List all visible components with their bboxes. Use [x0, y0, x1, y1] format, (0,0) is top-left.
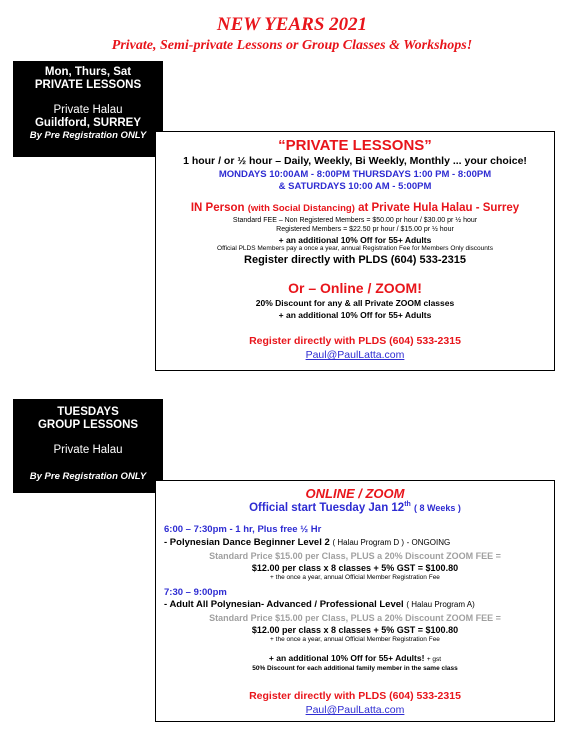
private-heading: “PRIVATE LESSONS” [278, 137, 432, 154]
class-1-name: - Polynesian Dance Beginner Level 2 [164, 537, 330, 548]
family-discount: 50% Discount for each additional family member in the same class [252, 665, 458, 672]
start-date-suffix: th [404, 501, 411, 508]
group-registration-note: By Pre Registration ONLY [29, 471, 147, 482]
group-lessons-panel [155, 480, 555, 722]
private-lessons-box [13, 61, 163, 157]
email-link[interactable]: Paul@PaulLatta.com [305, 349, 405, 361]
class-2-price-calc: $12.00 per class x 8 classes + 5% GST = $100.80 [251, 625, 459, 635]
class-2-standard-price: Standard Price $15.00 per Class, PLUS a 20% Discount ZOOM FEE = [209, 613, 501, 623]
class-time-2: 7:30 – 9:00pm [164, 587, 227, 598]
class-2-fee-note: + the once a year, annual Official Member Registration Fee [270, 636, 440, 643]
zoom-senior-discount: + an additional 10% Off for 55+ Adults [278, 310, 432, 320]
week-count: ( 8 Weeks ) [414, 502, 461, 513]
group-location: Private Halau [53, 444, 123, 456]
group-lessons-label: GROUP LESSONS [37, 419, 139, 431]
page-title: NEW YEARS 2021 [216, 14, 368, 35]
start-date-text: Official start Tuesday Jan 12 [249, 501, 405, 514]
private-options: 1 hour / or ½ hour – Daily, Weekly, Bi Weekly, Monthly ... your choice! [183, 155, 527, 167]
class-time-1: 6:00 – 7:30pm - 1 hr, Plus free ½ Hr [164, 524, 322, 535]
registration-fee-note: Official PLDS Members pay a once a year, annual Registration Fee for Members Only discounts [217, 245, 493, 252]
page-subtitle: Private, Semi-private Lessons or Group Classes & Workshops! [111, 38, 473, 53]
class-1-status: - ONGOING [406, 538, 451, 547]
start-date [156, 501, 554, 514]
group-senior-discount [156, 653, 554, 663]
zoom-discount: 20% Discount for any & all Private ZOOM classes [255, 298, 455, 308]
private-days: Mon, Thurs, Sat [44, 66, 132, 78]
class-1-price-calc: $12.00 per class x 8 classes + 5% GST = $100.80 [251, 563, 459, 573]
gst-note: + gst [426, 656, 442, 663]
group-day: TUESDAYS [57, 406, 119, 418]
register-phone-1: Register directly with PLDS (604) 533-2315 [244, 254, 466, 266]
online-zoom-title: ONLINE / ZOOM [305, 486, 405, 501]
standard-fee: Standard FEE – Non Registered Members = $50.00 pr hour / $30.00 pr ½ hour [232, 217, 478, 224]
private-schedule-1: MONDAYS 10:00AM - 8:00PM THURSDAYS 1:00 PM - 8:00PM [218, 169, 492, 180]
senior-discount: + an additional 10% Off for 55+ Adults [278, 235, 432, 245]
in-person-location: at Private Hula Halau - Surrey [358, 202, 520, 214]
private-lessons-panel [155, 131, 555, 371]
group-register-phone: Register directly with PLDS (604) 533-2315 [249, 690, 461, 702]
class-2-name: - Adult All Polynesian- Advanced / Professional Level [164, 599, 404, 610]
in-person-label: IN Person [190, 202, 245, 214]
register-phone-2: Register directly with PLDS (604) 533-2315 [249, 335, 461, 347]
private-city: Guildford, SURREY [34, 117, 142, 129]
class-1-program: ( Halau Program D ) [332, 538, 405, 547]
group-lessons-box [13, 399, 163, 493]
class-1-standard-price: Standard Price $15.00 per Class, PLUS a 20% Discount ZOOM FEE = [209, 551, 501, 561]
class-2-title [164, 599, 562, 610]
group-email-link[interactable]: Paul@PaulLatta.com [305, 704, 405, 716]
private-location: Private Halau [53, 104, 123, 116]
senior-discount-text: + an additional 10% Off for 55+ Adults! [268, 653, 425, 663]
private-lessons-label: PRIVATE LESSONS [34, 79, 142, 91]
in-person-heading [156, 202, 554, 214]
social-distancing-note: (with Social Distancing) [247, 203, 355, 214]
registered-fee: Registered Members = $22.50 pr hour / $15.00 pr ½ hour [276, 226, 454, 233]
private-schedule-2: & SATURDAYS 10:00 AM - 5:00PM [278, 181, 432, 192]
class-1-fee-note: + the once a year, annual Official Member Registration Fee [270, 574, 440, 581]
private-registration-note: By Pre Registration ONLY [29, 130, 147, 141]
class-1-title [164, 537, 562, 548]
online-zoom-heading: Or – Online / ZOOM! [288, 280, 422, 296]
class-2-program: ( Halau Program A) [406, 600, 475, 609]
